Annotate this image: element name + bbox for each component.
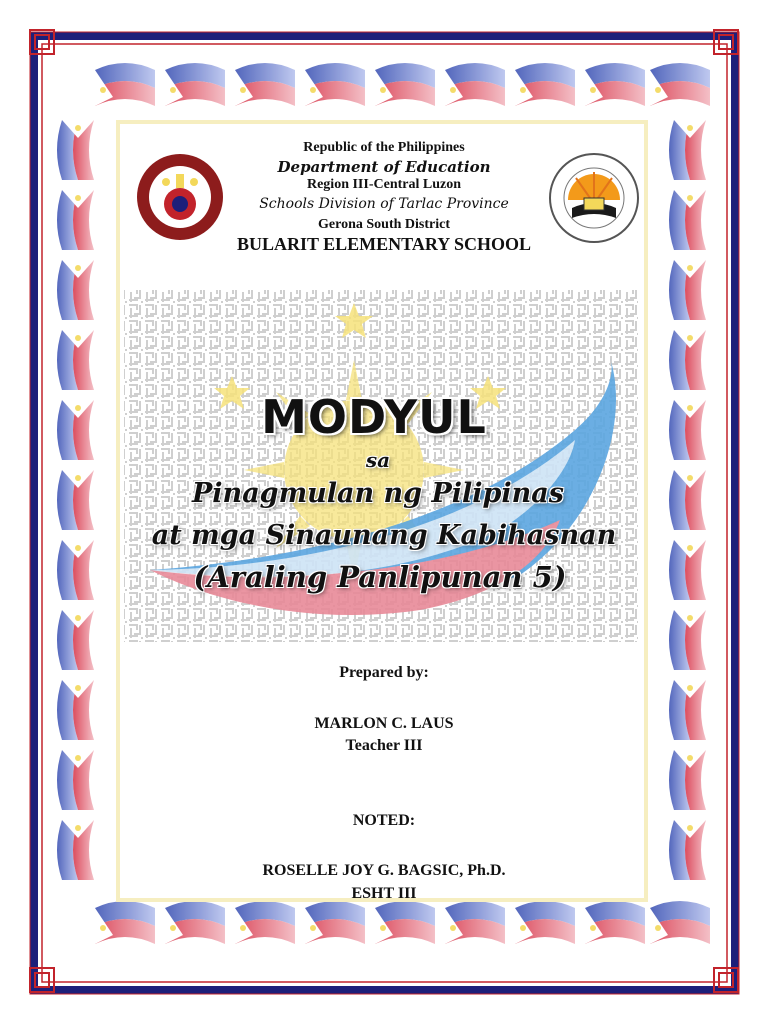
prepared-by-name: MARLON C. LAUS [314, 715, 454, 732]
header-department: Department of Education [277, 158, 491, 176]
school-name: BULARIT ELEMENTARY SCHOOL [236, 234, 532, 254]
noted-by-position: ESHT III [351, 885, 417, 902]
noted-label: NOTED: [352, 812, 416, 829]
prepared-by-label: Prepared by: [339, 664, 429, 681]
subject-line-3: (Araling Panlipunan 5) [193, 560, 567, 594]
header-republic: Republic of the Philippines [303, 140, 465, 155]
header-region: Region III-Central Luzon [306, 177, 461, 192]
title-connector: sa [365, 448, 391, 472]
noted-by-name: ROSELLE JOY G. BAGSIC, Ph.D. [262, 862, 506, 879]
header-district: Gerona South District [318, 217, 450, 232]
subject-line-2: at mga Sinaunang Kabihasnan [151, 520, 617, 551]
module-title: MODYUL [261, 390, 487, 444]
subject-line-1: Pinagmulan ng Pilipinas [192, 478, 564, 509]
header-division: Schools Division of Tarlac Province [259, 196, 509, 212]
prepared-by-position: Teacher III [345, 737, 423, 754]
